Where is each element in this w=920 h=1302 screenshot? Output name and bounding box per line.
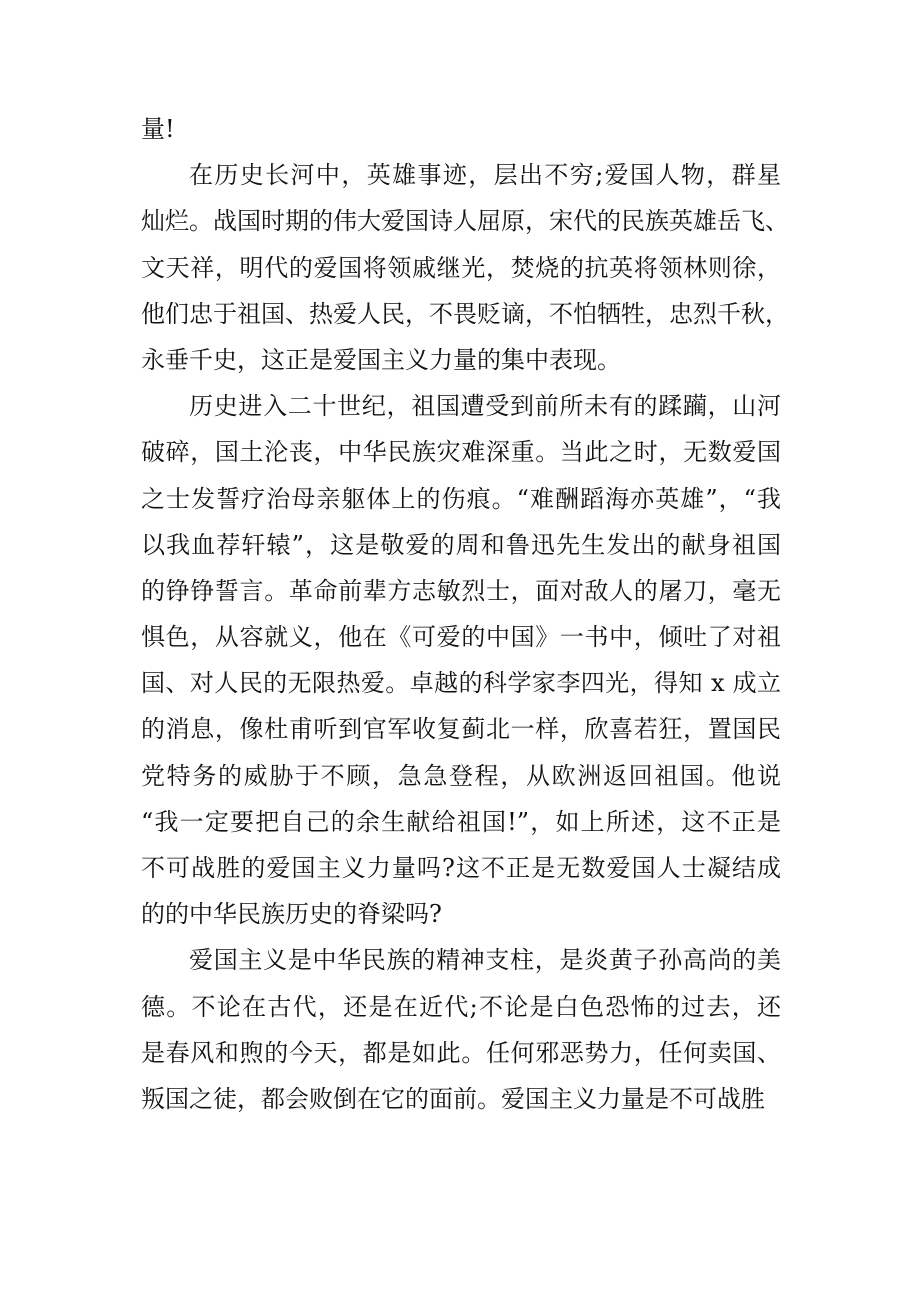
paragraph: [141, 152, 789, 383]
text-line: 不可战胜的爱国主义力量吗?这不正是无数爱国人士凝结成: [141, 854, 781, 882]
text-line: 德。不论在古代，还是在近代;不论是白色恐怖的过去，还: [141, 992, 781, 1021]
text-line: 惧色，从容就义，他在《可爱的中国》一书中，倾吐了对祖: [141, 623, 781, 652]
text-line: 量!: [141, 115, 175, 143]
text-line: “我一定要把自己的余生献给祖国!”，如上所述，这不正是: [141, 807, 781, 836]
text-line: 爱国主义是中华民族的精神支柱，是炎黄子孙高尚的美: [189, 946, 781, 975]
text-line: 以我血荐轩辕”，这是敬爱的周和鲁迅先生发出的献身祖国: [141, 530, 781, 559]
paragraph: [141, 937, 781, 1122]
text-line: 在历史长河中，英雄事迹，层出不穷;爱国人物，群星: [189, 161, 781, 190]
text-line: 之士发誓疗治母亲躯体上的伤痕。“难酬蹈海亦英雄”，“我: [141, 484, 781, 513]
paragraph: [141, 383, 781, 937]
text-line: 叛国之徒，都会败倒在它的面前。爱国主义力量是不可战胜: [141, 1084, 765, 1113]
document-body: [141, 106, 789, 1122]
text-line: 的铮铮誓言。革命前辈方志敏烈士，面对敌人的屠刀，毫无: [141, 576, 781, 605]
text-line: 他们忠于祖国、热爱人民，不畏贬谪，不怕牺牲，忠烈千秋，: [141, 299, 789, 328]
paragraph: [141, 106, 781, 152]
text-line: 的的中华民族历史的脊梁吗?: [141, 900, 442, 929]
text-line: 永垂千史，这正是爱国主义力量的集中表现。: [141, 345, 621, 374]
text-line: 是春风和煦的今天，都是如此。任何邪恶势力，任何卖国、: [141, 1038, 781, 1067]
text-line: 灿烂。战国时期的伟大爱国诗人屈原，宋代的民族英雄岳飞、: [141, 207, 789, 236]
text-line: 文天祥，明代的爱国将领戚继光，焚烧的抗英将领林则徐，: [141, 253, 781, 282]
text-line: 破碎，国土沦丧，中华民族灾难深重。当此之时，无数爱国: [141, 438, 781, 467]
text-line: 国、对人民的无限热爱。卓越的科学家李四光，得知 x 成立: [141, 669, 781, 698]
text-line: 党特务的威胁于不顾，急急登程，从欧洲返回祖国。他说: [141, 761, 781, 790]
text-line: 的消息，像杜甫听到官军收复蓟北一样，欣喜若狂，置国民: [141, 715, 781, 744]
text-line: 历史进入二十世纪，祖国遭受到前所未有的蹂躏，山河: [189, 392, 781, 421]
